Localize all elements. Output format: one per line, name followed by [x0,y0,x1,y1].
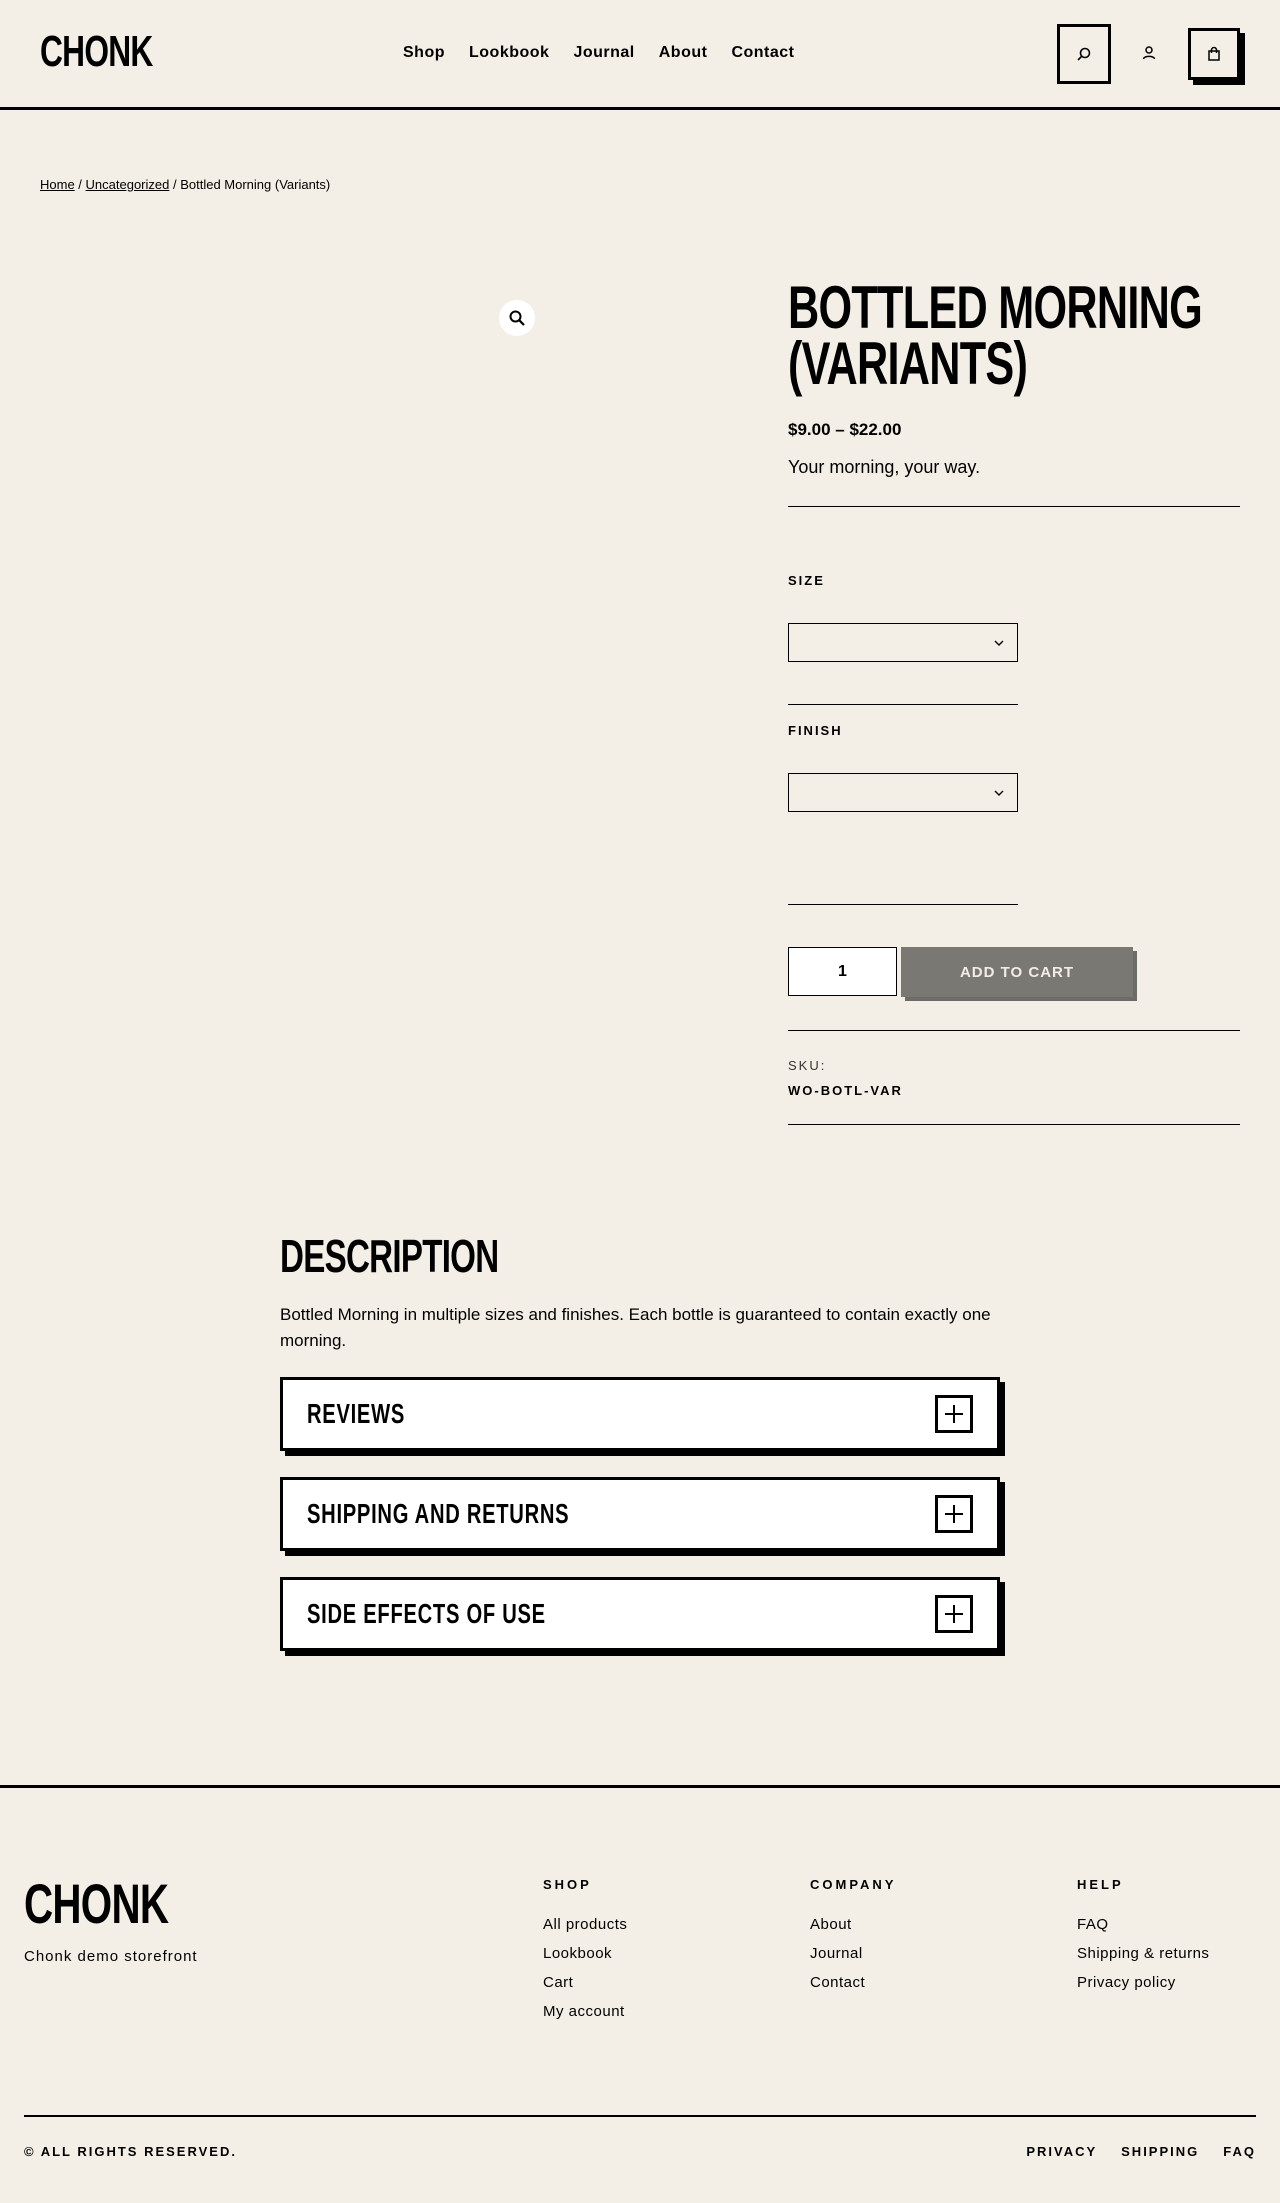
chevron-down-icon [993,639,1005,647]
footer-logo[interactable]: CHONK [24,1872,169,1935]
user-icon [1141,45,1157,61]
finish-label: FINISH [788,723,843,738]
site-header [0,0,1280,110]
footer-tagline: Chonk demo storefront [24,1948,198,1965]
footer-link-privacy-policy[interactable]: Privacy policy [1077,1974,1176,1991]
copyright: © ALL RIGHTS RESERVED. [24,2144,237,2159]
divider [788,1124,1240,1125]
size-label: SIZE [788,573,825,588]
breadcrumb-separator: / [74,177,86,192]
product-title-line1: BOTTLED MORNING [788,274,1202,341]
finish-select[interactable] [788,773,1018,812]
plus-icon [935,1495,973,1533]
breadcrumb-current: Bottled Morning (Variants) [180,177,331,192]
breadcrumb [40,177,330,192]
description-title: DESCRIPTION [280,1230,499,1282]
legal-link-shipping[interactable]: SHIPPING [1121,2144,1200,2159]
add-to-cart-button[interactable]: ADD TO CART [901,947,1133,997]
product-summary [788,274,1240,397]
footer-shop-column [543,1877,627,2032]
footer-link-cart[interactable]: Cart [543,1974,574,1991]
sku-value: WO-BOTL-VAR [788,1083,903,1098]
description-text: Bottled Morning in multiple sizes and finishes. Each bottle is guaranteed to contain exactly one morning. [280,1305,991,1350]
footer-link-shipping-returns[interactable]: Shipping & returns [1077,1945,1210,1962]
account-button[interactable] [1136,38,1162,68]
breadcrumb-category[interactable]: Uncategorized [85,177,170,192]
cart-button[interactable] [1188,28,1240,80]
accordion-reviews[interactable] [280,1377,1000,1451]
footer-divider [0,1785,1280,1788]
footer-help-heading: HELP [1077,1877,1124,1892]
footer-link-all-products[interactable]: All products [543,1916,628,1933]
divider [788,904,1018,905]
chevron-down-icon [993,789,1005,797]
divider [788,506,1240,507]
legal-link-faq[interactable]: FAQ [1223,2144,1256,2159]
footer-company-heading: COMPANY [810,1877,897,1892]
footer-link-contact[interactable]: Contact [810,1974,866,1991]
product-short-description: Your morning, your way. [788,457,981,477]
footer-help-column [1077,1877,1209,2003]
accordion-title: SIDE EFFECTS OF USE [307,1598,546,1629]
footer-bottom-divider [24,2115,1256,2117]
plus-icon [935,1595,973,1633]
accordion-title: SHIPPING AND RETURNS [307,1498,570,1529]
accordion-title: REVIEWS [307,1398,406,1429]
legal-links [1026,2144,1256,2159]
size-select[interactable] [788,623,1018,662]
nav-shop[interactable]: Shop [403,44,445,61]
accordion-side-effects[interactable] [280,1577,1000,1651]
legal-link-privacy[interactable]: PRIVACY [1026,2144,1098,2159]
search-icon [1076,46,1092,62]
nav-lookbook[interactable]: Lookbook [469,44,550,61]
magnifier-icon [508,309,526,327]
nav-contact[interactable]: Contact [731,44,795,61]
main-nav [403,44,795,62]
footer-link-faq[interactable]: FAQ [1077,1916,1109,1933]
breadcrumb-home[interactable]: Home [40,177,75,192]
product-title-line2: (VARIANTS) [788,330,1028,397]
breadcrumb-separator: / [169,177,181,192]
gallery-zoom-button[interactable] [499,300,535,336]
nav-about[interactable]: About [658,44,708,61]
footer-shop-heading: SHOP [543,1877,592,1892]
footer-link-lookbook[interactable]: Lookbook [543,1945,613,1962]
nav-journal[interactable]: Journal [573,44,635,61]
plus-icon [935,1395,973,1433]
footer-link-my-account[interactable]: My account [543,2003,625,2020]
footer-company-column [810,1877,896,2003]
divider [788,1030,1240,1031]
sku-label: SKU: [788,1058,827,1073]
footer-link-journal[interactable]: Journal [810,1945,863,1962]
product-title [788,274,1249,397]
site-logo[interactable]: CHONK [40,27,153,76]
accordion-shipping-returns[interactable] [280,1477,1000,1551]
search-button[interactable] [1057,24,1111,84]
product-price: $9.00 – $22.00 [788,420,902,439]
quantity-input[interactable]: 1 [788,947,897,996]
footer-link-about[interactable]: About [810,1916,852,1933]
divider [788,704,1018,705]
bag-icon [1206,46,1222,62]
